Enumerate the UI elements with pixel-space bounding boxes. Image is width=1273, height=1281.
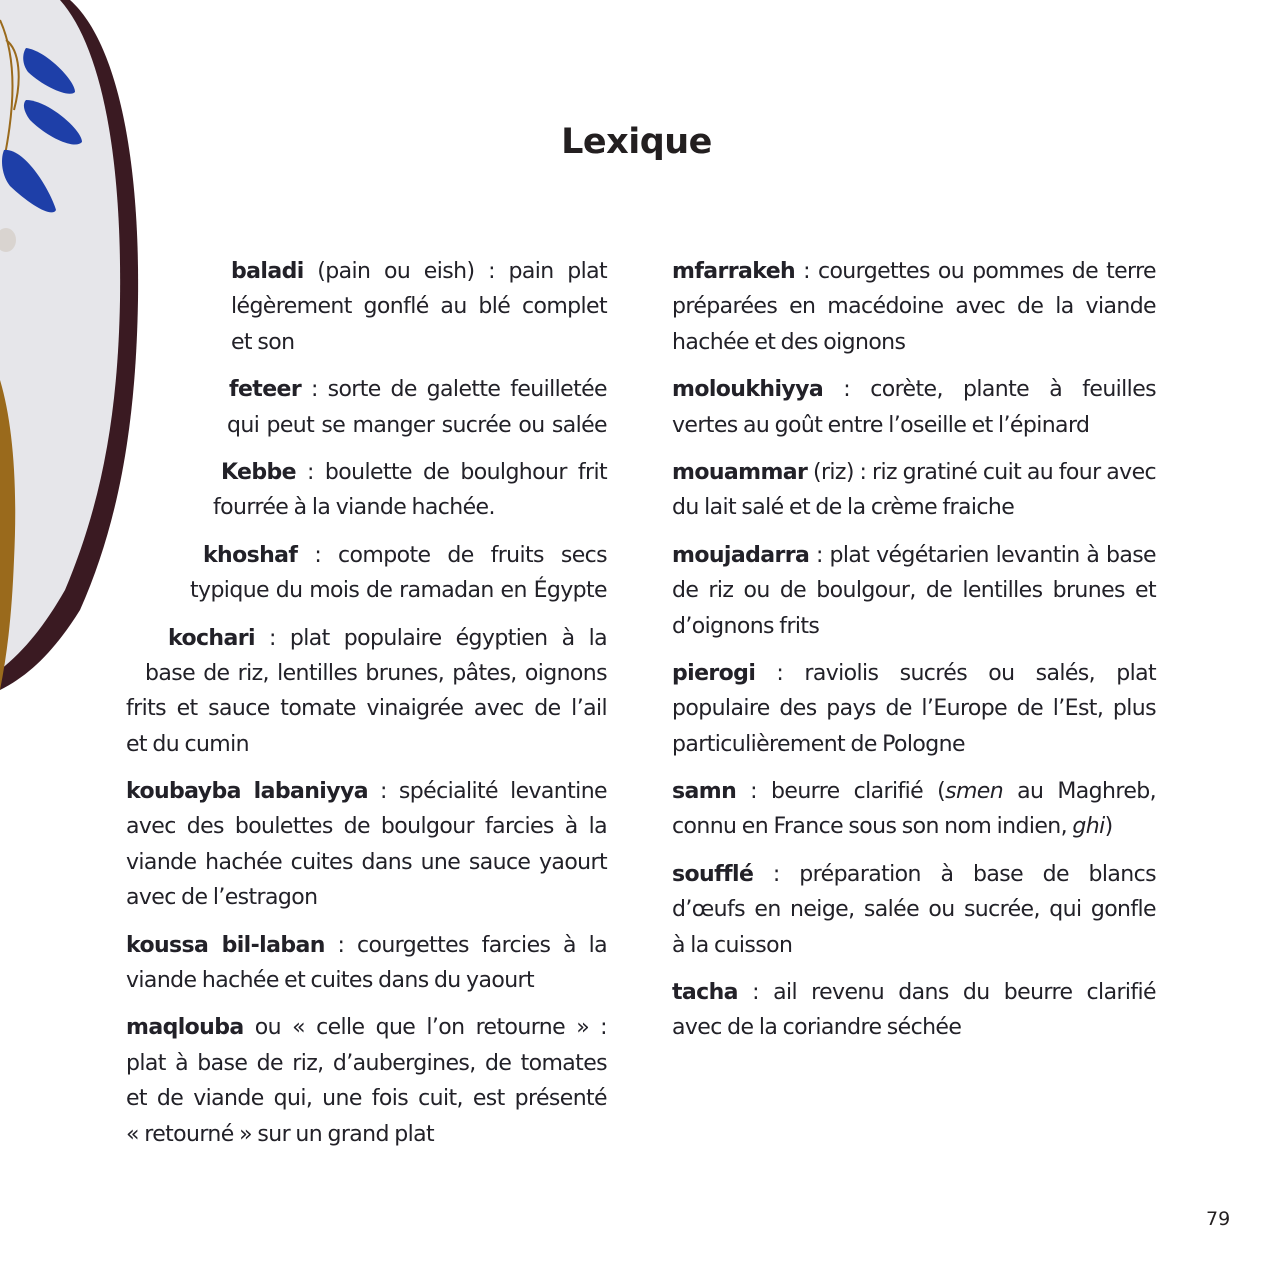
entry-line [126, 774, 607, 809]
entry-text: (riz) : riz gratiné cuit au four avec [807, 459, 1156, 485]
entry-baladi [0, 254, 607, 360]
entry-term: khoshaf [203, 542, 298, 568]
entry-text: : ail revenu dans du beurre clarifié [737, 980, 1156, 1006]
entry-line [203, 538, 607, 573]
entry-line [672, 809, 1156, 844]
lexicon-left-column [0, 254, 607, 1164]
entry-line: viande hachée cuites dans une sauce yaourt [126, 849, 607, 875]
entry-line: à la cuisson [672, 932, 793, 958]
entry-text: : courgettes ou pommes de terre [795, 259, 1156, 284]
entry-line [672, 254, 1156, 289]
entry-term: maqlouba [126, 1015, 244, 1041]
entry-text: : boulette de boulghour frit [296, 459, 607, 485]
entry-line: et du cumin [126, 731, 249, 757]
entry-souffle [672, 857, 1156, 963]
entry-text: : spécialité levantine [367, 779, 607, 805]
lexicon-right-column [672, 254, 1156, 1058]
entry-text: ou « celle que l’on retourne » : [243, 1015, 607, 1041]
entry-term: moloukhiyya [672, 377, 824, 403]
entry-line: base de riz, lentilles brunes, pâtes, oignons [145, 660, 607, 686]
entry-moloukhiyya [672, 372, 1156, 443]
entry-line: qui peut se manger sucrée ou salée [227, 412, 607, 438]
entry-line [168, 621, 607, 656]
entry-maqlouba [0, 1010, 607, 1152]
entry-line: viande hachée et cuites dans du yaourt [126, 968, 535, 994]
entry-line: plat à base de riz, d’aubergines, de tomates [126, 1050, 607, 1076]
entry-line [672, 372, 1156, 407]
entry-line [672, 538, 1156, 573]
entry-term: koubayba labaniyya [126, 779, 368, 805]
entry-text: : préparation à base de blancs [753, 861, 1156, 887]
entry-term: baladi [231, 259, 304, 284]
entry-line: avec des boulettes de boulgour farcies à la [126, 814, 607, 840]
entry-text: au Maghreb, [1003, 779, 1157, 805]
entry-text: (pain ou eish) : pain plat [303, 259, 607, 284]
entry-term: feteer [229, 377, 302, 403]
entry-samn [672, 774, 1156, 845]
entry-line [126, 1010, 607, 1045]
entry-line: « retourné » sur un grand plat [126, 1121, 435, 1147]
entry-line: avec de la coriandre séchée [672, 1015, 962, 1041]
entry-text: : compote de fruits secs [297, 542, 607, 568]
entry-line: légèrement gonflé au blé complet [231, 294, 607, 320]
entry-kebbe [0, 455, 607, 526]
entry-term: koussa bil-laban [126, 932, 325, 958]
entry-text: connu en France sous son nom indien, [672, 814, 1073, 840]
entry-text: : beurre clarifié ( [736, 779, 946, 805]
entry-line: préparées en macédoine avec de la viande [672, 294, 1156, 320]
entry-line: particulièrement de Pologne [672, 731, 965, 757]
entry-line: et de viande qui, une fois cuit, est présenté [126, 1086, 607, 1112]
entry-line: de riz ou de boulgour, de lentilles brunes et [672, 578, 1156, 604]
entry-italic-text: ghi [1072, 814, 1105, 840]
entry-text: : plat végétarien levantin à base [809, 542, 1156, 568]
entry-mouammar [672, 455, 1156, 526]
entry-term: tacha [672, 980, 738, 1006]
entry-line: hachée et des oignons [672, 329, 906, 355]
entry-line [672, 656, 1156, 691]
entry-line: d’œufs en neige, salée ou sucrée, qui gonfle [672, 897, 1156, 923]
entry-line: avec de l’estragon [126, 885, 318, 911]
entry-line: d’oignons frits [672, 613, 820, 639]
entry-khoshaf [0, 538, 607, 609]
entry-koussa-bil-laban [0, 928, 607, 999]
entry-term: samn [672, 779, 737, 805]
entry-line [672, 975, 1156, 1010]
entry-feteer [0, 372, 607, 443]
entry-term: mfarrakeh [672, 259, 796, 284]
page-number: 79 [1206, 1208, 1231, 1230]
entry-text: ) [1104, 814, 1113, 840]
entry-term: pierogi [672, 660, 756, 686]
entry-line: frits et sauce tomate vinaigrée avec de l’ail [126, 696, 607, 722]
entry-text: : plat populaire égyptien à la [254, 625, 607, 651]
entry-text: : corète, plante à feuilles [823, 377, 1156, 403]
entry-line: du lait salé et de la crème fraiche [672, 495, 1015, 521]
page-title: Lexique [561, 122, 712, 162]
entry-line [231, 254, 607, 289]
entry-term: mouammar [672, 459, 808, 485]
entry-tacha [672, 975, 1156, 1046]
entry-line [229, 372, 607, 407]
entry-text: : raviolis sucrés ou salés, plat [755, 660, 1156, 686]
entry-term: moujadarra [672, 542, 810, 568]
entry-moujadarra [672, 538, 1156, 644]
entry-line: et son [231, 329, 295, 355]
entry-term: soufflé [672, 861, 754, 887]
entry-line: fourrée à la viande hachée. [213, 495, 495, 521]
entry-term: Kebbe [221, 459, 296, 485]
entry-koubayba-labaniyya [0, 774, 607, 916]
entry-line: vertes au goût entre l’oseille et l’épinard [672, 412, 1090, 438]
entry-line [672, 455, 1156, 490]
entry-italic-text: smen [945, 779, 1004, 805]
entry-line [672, 774, 1156, 809]
entry-text: : courgettes farcies à la [324, 932, 607, 958]
entry-text: : sorte de galette feuilletée [301, 377, 607, 403]
entry-term: kochari [168, 625, 255, 651]
entry-line [672, 857, 1156, 892]
entry-pierogi [672, 656, 1156, 762]
entry-line: populaire des pays de l’Europe de l’Est, plus [672, 696, 1156, 722]
entry-kochari [0, 621, 607, 763]
entry-line: typique du mois de ramadan en Égypte [190, 578, 607, 604]
entry-line [221, 455, 607, 490]
entry-mfarrakeh [672, 254, 1156, 360]
entry-line [126, 928, 607, 963]
